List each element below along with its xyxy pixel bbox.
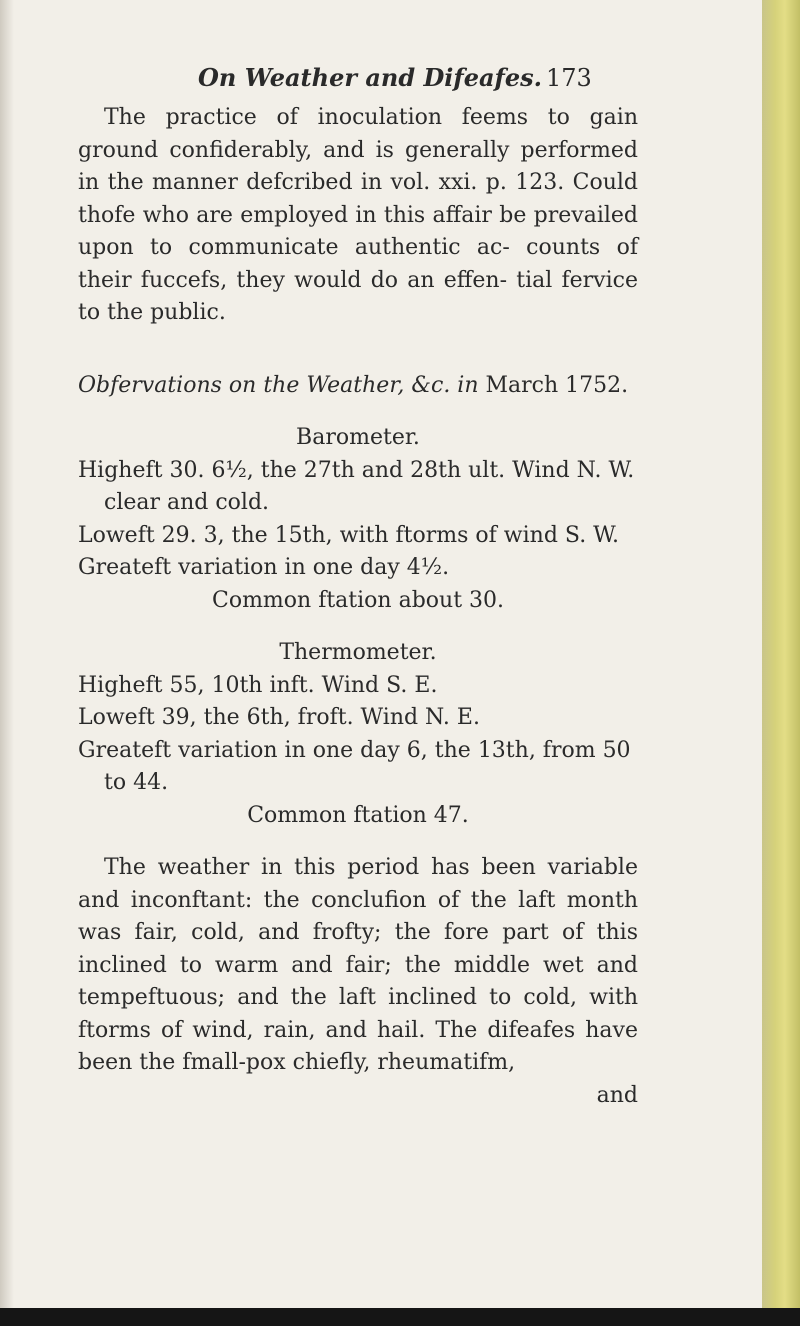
barometer-lowest: Loweft 29. 3, the 15th, with ftorms of wind S. W. [78,522,619,548]
barometer-highest: Higheft 30. 6½, the 27th and 28th ult. Wind N. W. clear and cold. [78,457,635,515]
barometer-heading: Barometer. [296,425,420,450]
weather-paragraph: The weather in this period has been variable and inconftant: the conclufion of the laft month was fair, cold, and frofty; the fore part of this inclined to warm and fair; the middle wet and tempeftuous; and the laft inclined to cold, with ftorms of wind, rain, and hail. The difeafes have been the fmall-pox chiefly, rheumatifm, [78,855,638,1075]
thermometer-common: Common ftation 47. [247,802,469,828]
observations-title [78,370,638,403]
observations-title-date: March 1752. [485,372,629,398]
observations-title-italic: Obfervations on the Weather, &c. in [78,372,479,398]
catchword: and [596,1082,638,1108]
barometer-greatest: Greateft variation in one day 4½. [78,555,450,580]
thermometer-heading: Thermometer. [279,640,437,665]
thermometer-highest: Higheft 55, 10th inft. Wind S. E. [78,672,438,698]
running-head [78,62,638,96]
intro-paragraph: The practice of inoculation feems to gain ground confiderably, and is generally performed in the manner defcribed in vol. xxi. p. 123. Could thofe who are employed in this affair be prevailed upon to communicate authentic ac- counts of their fuccefs, they would do an effen- tial fervice to the public. [78,105,638,325]
running-title: On Weather and Difeafes. [198,63,543,92]
page-number: 173 [546,64,592,92]
page-text [78,62,638,1112]
page-edge [762,0,800,1326]
scan-border [0,1308,800,1326]
thermometer-greatest: Greateft variation in one day 6, the 13th, from 50 to 44. [78,737,631,795]
barometer-common: Common ftation about 30. [211,587,505,613]
thermometer-lowest: Loweft 39, the 6th, froft. Wind N. E. [78,705,480,730]
gutter-shadow [0,0,14,1308]
